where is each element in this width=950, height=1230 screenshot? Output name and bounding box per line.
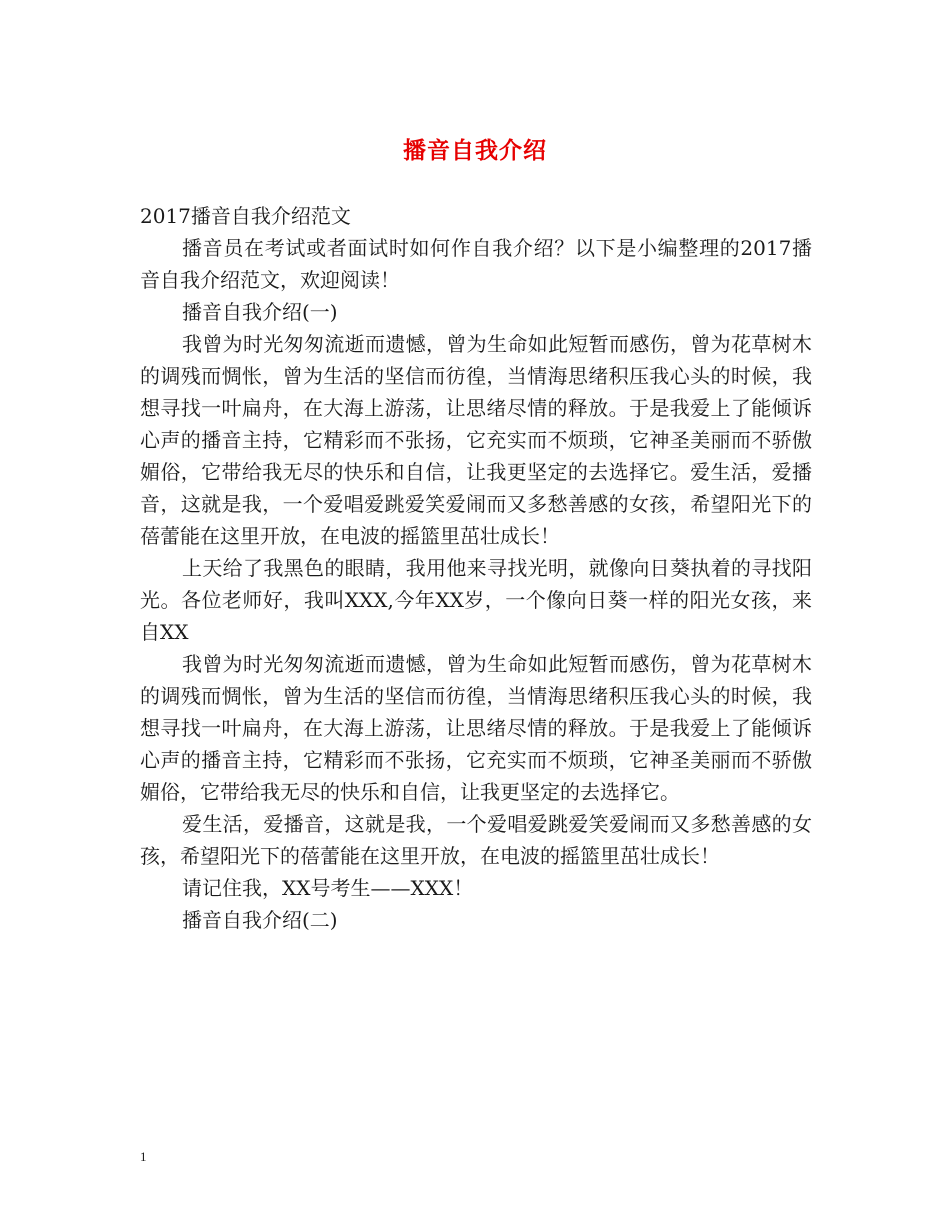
section-heading-1: 播音自我介绍(一) bbox=[182, 300, 338, 324]
section-heading-2: 播音自我介绍(二) bbox=[182, 908, 338, 932]
paragraph: 我曾为时光匆匆流逝而遗憾，曾为生命如此短暂而感伤，曾为花草树木的调残而惆怅，曾为生活的坚信而彷徨，当情海思绪积压我心头的时候，我想寻找一叶扁舟，在大海上游荡，让思绪尽情的释放。于是我爱上了能倾诉心声的播音主持，它精彩而不张扬，它充实而不烦琐，它神圣美丽而不骄傲媚俗，它带给我无尽的快乐和自信，让我更坚定的去选择它。爱生活，爱播音，这就是我，一个爱唱爱跳爱笑爱闹而又多愁善感的女孩，希望阳光下的蓓蕾能在这里开放，在电波的摇篮里茁壮成长！ bbox=[140, 332, 812, 548]
paragraph: 请记住我，XX号考生——XXX！ bbox=[182, 876, 474, 900]
document-title: 播音自我介绍 bbox=[403, 137, 547, 164]
paragraph-intro: 播音员在考试或者面试时如何作自我介绍？以下是小编整理的2017播音自我介绍范文，欢迎阅读！ bbox=[140, 236, 812, 292]
paragraph: 爱生活，爱播音，这就是我，一个爱唱爱跳爱笑爱闹而又多愁善感的女孩，希望阳光下的蓓蕾能在这里开放，在电波的摇篮里茁壮成长！ bbox=[140, 812, 812, 868]
paragraph-subtitle: 2017播音自我介绍范文 bbox=[140, 204, 351, 228]
paragraph: 上天给了我黑色的眼睛，我用他来寻找光明，就像向日葵执着的寻找阳光。各位老师好，我叫XXX,今年XX岁，一个像向日葵一样的阳光女孩，来自XX bbox=[140, 556, 812, 644]
page-number: 1 bbox=[140, 1149, 147, 1164]
document-body bbox=[140, 200, 812, 936]
paragraph: 我曾为时光匆匆流逝而遗憾，曾为生命如此短暂而感伤，曾为花草树木的调残而惆怅，曾为生活的坚信而彷徨，当情海思绪积压我心头的时候，我想寻找一叶扁舟，在大海上游荡，让思绪尽情的释放。于是我爱上了能倾诉心声的播音主持，它精彩而不张扬，它充实而不烦琐，它神圣美丽而不骄傲媚俗，它带给我无尽的快乐和自信，让我更坚定的去选择它。 bbox=[140, 652, 812, 804]
